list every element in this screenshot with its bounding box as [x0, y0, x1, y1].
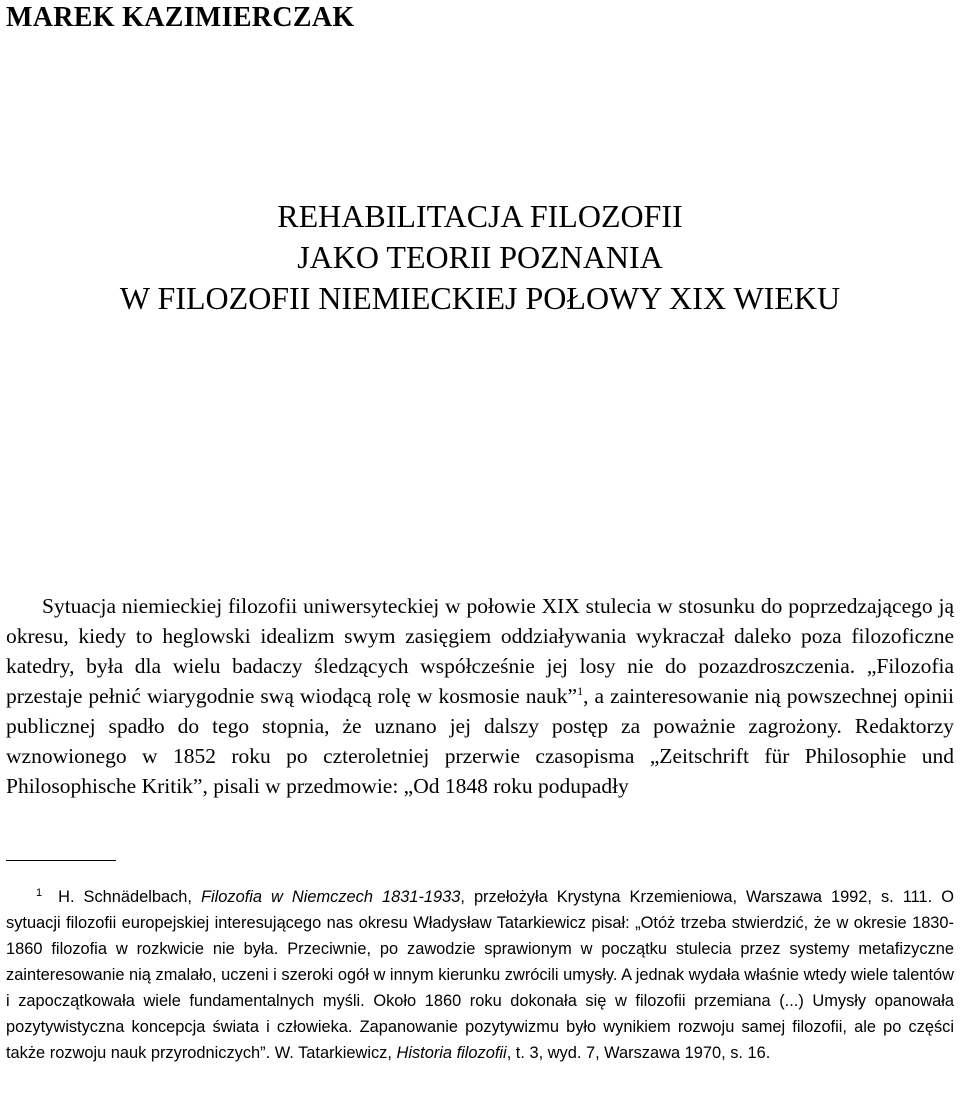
footnote-number: 1 — [36, 886, 43, 899]
body-text-part-1: Sytuacja niemieckiej filozofii uniwersyteckiej w połowie XIX stulecia w stosunku do poprzedzającego ją okresu, kiedy to heglowski idealizm swym zasięgiem oddziaływania wykraczał daleko poza filozoficzne katedry, była dla wielu badaczy śledzących współcześnie jej losy nie do pozazdroszczenia. „Filozofia przestaje pełnić wiarygodnie swą wiodącą rolę w kosmosie nauk” — [6, 594, 954, 708]
footnote-text-b: , przełożyła Krystyna Krzemieniowa, Warszawa 1992, s. 111. O sytuacji filozofii europejskiej interesującego nas okresu Władysław Tatarkiewicz pisał: „Otóż trzeba stwierdzić, że w okresie 1830-1860 filozofia w rozkwicie nie była. Przeciwnie, po zawodzie sprawionym w początku stulecia przez systemy metafizyczne zainteresowanie nią zmalało, uczeni i szeroki ogół w innym kierunku zwrócili umysły. A jednak wydała właśnie wtedy wiele talentów i zapoczątkowała wiele fundamentalnych myśli. Około 1860 roku dokonała się w filozofii przemiana (...) Umysły opanowała pozytywistyczna koncepcja świata i człowieka. Zapanowanie pozytywizmu było wynikiem rozwoju samej filozofii, ale po części także rozwoju nauk przyrodniczych”. W. Tatarkiewicz, — [6, 888, 954, 1062]
footnote — [6, 884, 954, 1066]
title-line-2: JAKO TEORII POZNANIA — [297, 239, 663, 275]
footnote-text-c: , t. 3, wyd. 7, Warszawa 1970, s. 16. — [506, 1044, 771, 1062]
body-paragraph — [6, 591, 954, 801]
footnote-cited-title-1: Filozofia w Niemczech 1831-1933 — [201, 888, 461, 906]
footnote-separator — [6, 860, 116, 861]
title-line-1: REHABILITACJA FILOZOFII — [277, 198, 683, 234]
title-line-3: W FILOZOFII NIEMIECKIEJ POŁOWY XIX WIEKU — [119, 280, 841, 316]
article-title — [0, 196, 960, 319]
footnote-cited-title-2: Historia filozofii — [396, 1044, 507, 1062]
footnote-text-a: H. Schnädelbach, — [58, 888, 201, 906]
author-name: MAREK KAZIMIERCZAK — [6, 2, 355, 33]
body-text-part-2: , a zainteresowanie nią powszechnej opinii publicznej spadło do tego stopnia, że uznano jej dalszy postęp za poważnie zagrożony. Redaktorzy wznowionego w 1852 roku po czteroletniej przerwie czasopisma „Zeitschrift für Philosophie und Philosophische Kritik”, pisali w przedmowie: „Od 1848 roku podupadły — [6, 684, 954, 798]
footnote-reference[interactable]: 1 — [577, 683, 584, 698]
